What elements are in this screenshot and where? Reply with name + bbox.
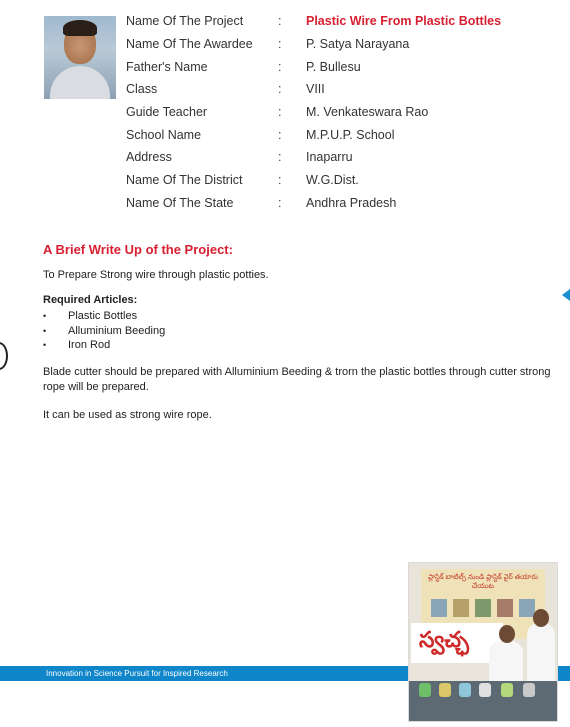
exhibit-person-face [499, 625, 515, 643]
exhibit-board-text: స్వచ్ఛ [419, 627, 469, 652]
bullet: • [43, 311, 47, 322]
detail-row-father [126, 55, 546, 78]
exhibit-person-face [533, 609, 549, 627]
page-edge-arrow-icon [562, 289, 570, 301]
photo-hair [63, 20, 97, 36]
detail-label: Class [126, 82, 158, 97]
exhibit-bottle [523, 683, 535, 697]
detail-separator: : [278, 173, 282, 188]
page-edge-circle-icon [0, 342, 8, 370]
banner-poster [453, 599, 469, 617]
list-item [43, 338, 165, 353]
article-name: Iron Rod [68, 339, 111, 352]
detail-separator: : [278, 14, 282, 29]
detail-row-project [126, 10, 546, 33]
detail-value: Andhra Pradesh [306, 195, 397, 210]
detail-value: M.P.U.P. School [306, 127, 395, 142]
exhibit-bottle [501, 683, 513, 697]
detail-label: Name Of The Awardee [126, 37, 253, 52]
detail-row-guide [126, 101, 546, 124]
detail-label: School Name [126, 127, 202, 142]
detail-separator: : [278, 105, 282, 120]
banner-poster [431, 599, 447, 617]
detail-row-state [126, 192, 546, 215]
detail-label: Name Of The State [126, 195, 234, 210]
required-articles-list [43, 309, 165, 353]
detail-value: P. Satya Narayana [306, 37, 410, 52]
required-articles-heading: Required Articles: [43, 294, 138, 306]
detail-label: Name Of The District [126, 173, 243, 188]
exhibit-person [527, 623, 555, 685]
detail-separator: : [278, 127, 282, 142]
photo-shirt [50, 66, 110, 99]
writeup-conclusion: It can be used as strong wire rope. [43, 409, 212, 421]
detail-label: Address [126, 150, 172, 165]
exhibit-bottle [479, 683, 491, 697]
project-name: Plastic Wire From Plastic Bottles [306, 14, 502, 29]
awardee-details [126, 10, 546, 214]
banner-poster [475, 599, 491, 617]
article-name: Alluminium Beeding [68, 324, 166, 337]
detail-value: VIII [306, 82, 325, 97]
detail-label: Name Of The Project [126, 14, 244, 29]
exhibit-bottle [419, 683, 431, 697]
detail-separator: : [278, 150, 282, 165]
list-item [43, 309, 165, 324]
bullet: • [43, 340, 47, 351]
writeup-procedure: Blade cutter should be prepared with Alluminium Beeding & trorn the plastic bottles through cutter strong rope will be prepared. [43, 366, 551, 393]
detail-row-address [126, 146, 546, 169]
bullet: • [43, 325, 47, 336]
article-name: Plastic Bottles [68, 310, 138, 323]
awardee-photo [44, 16, 116, 99]
writeup-intro: To Prepare Strong wire through plastic potties. [43, 269, 269, 281]
detail-label: Guide Teacher [126, 105, 208, 120]
exhibit-banner-text: ప్లాస్టిక్ బాటిల్స్ నుండి ప్లాస్టిక్ వైర్ తయారు చేయుట [428, 574, 538, 590]
detail-separator: : [278, 82, 282, 97]
exhibit-bottle [439, 683, 451, 697]
list-item [43, 324, 165, 339]
detail-row-district [126, 169, 546, 192]
footer-tagline: Innovation in Science Pursuit for Inspired Research [46, 669, 228, 678]
detail-separator: : [278, 195, 282, 210]
detail-row-awardee [126, 33, 546, 56]
detail-separator: : [278, 37, 282, 52]
detail-row-school [126, 123, 546, 146]
exhibit-person [489, 641, 523, 685]
detail-value: W.G.Dist. [306, 173, 359, 188]
banner-poster [497, 599, 513, 617]
exhibit-bottle [459, 683, 471, 697]
detail-row-class [126, 78, 546, 101]
detail-value: P. Bullesu [306, 59, 361, 74]
writeup-heading: A Brief Write Up of the Project: [43, 242, 233, 257]
detail-value: M. Venkateswara Rao [306, 105, 429, 120]
detail-separator: : [278, 59, 282, 74]
detail-value: Inaparru [306, 150, 353, 165]
detail-label: Father's Name [126, 59, 208, 74]
exhibit-photo [408, 562, 558, 722]
